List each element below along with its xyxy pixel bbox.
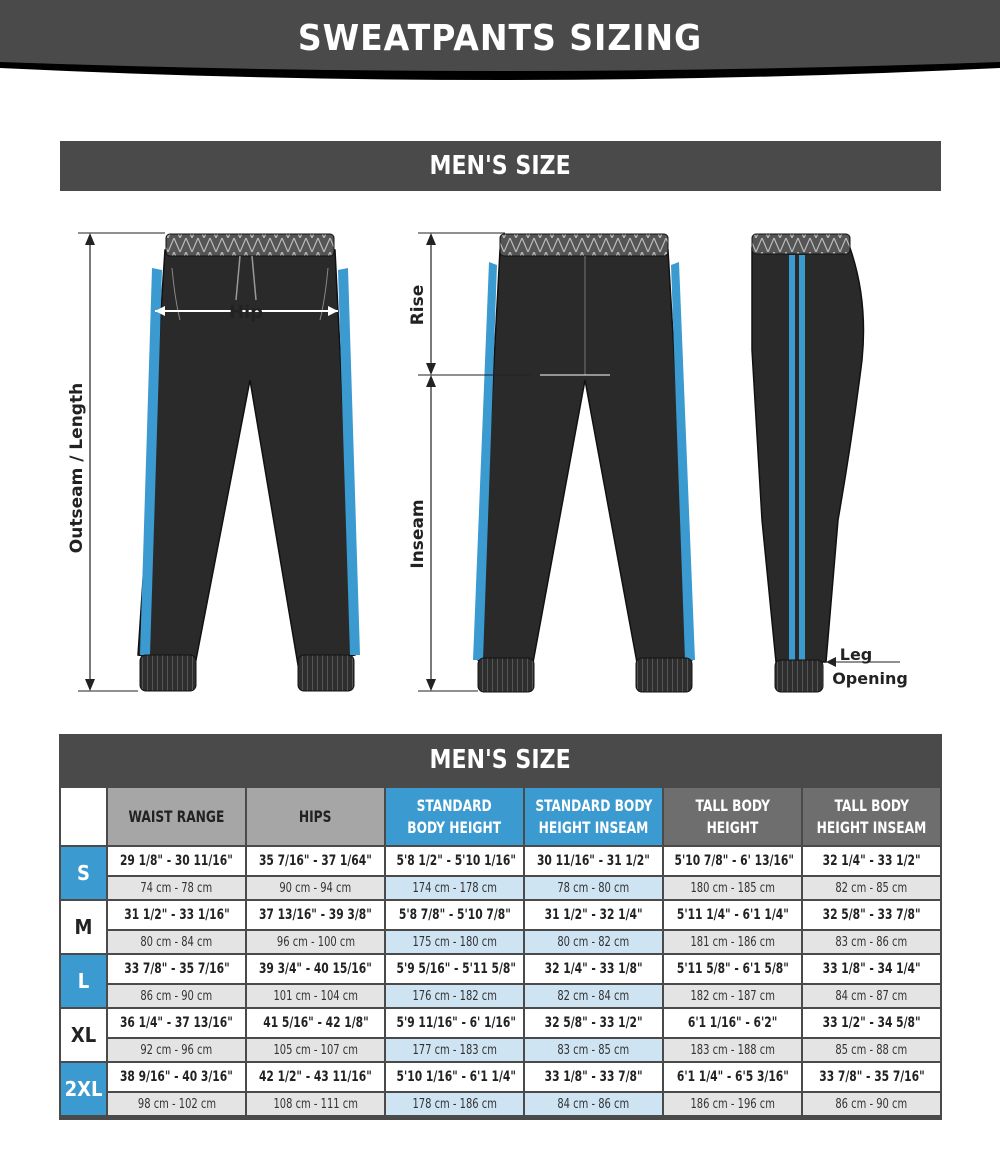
cm-value: 82 cm - 85 cm [835, 880, 908, 896]
inches-cell [803, 1063, 940, 1091]
inches-cell [525, 955, 662, 983]
page-title: SWEATPANTS SIZING [297, 18, 703, 59]
cm-value: 105 cm - 107 cm [273, 1042, 358, 1058]
inseam-label: Inseam [408, 499, 428, 569]
inches-value: 33 7/8" - 35 7/16" [123, 961, 230, 977]
cm-value: 178 cm - 186 cm [412, 1096, 497, 1112]
cm-cell [525, 1039, 662, 1061]
cm-value: 182 cm - 187 cm [690, 988, 775, 1004]
cm-cell [247, 985, 384, 1007]
table-header-row [61, 788, 940, 845]
cm-cell [664, 1093, 801, 1115]
inches-value: 5'10 1/16" - 6'1 1/4" [396, 1069, 516, 1085]
inches-value: 29 1/8" - 30 11/16" [120, 853, 233, 869]
inches-value: 36 1/4" - 37 13/16" [120, 1015, 233, 1031]
header-text-line2: HEIGHT INSEAM [816, 817, 927, 837]
inches-value: 32 5/8" - 33 7/8" [822, 907, 921, 923]
inches-cell [803, 1009, 940, 1037]
cm-value: 96 cm - 100 cm [276, 934, 355, 950]
cm-value: 92 cm - 96 cm [140, 1042, 213, 1058]
cm-value: 174 cm - 178 cm [412, 880, 497, 896]
header-text-line1: TALL BODY [834, 795, 909, 815]
inches-value: 5'9 5/16" - 5'11 5/8" [396, 961, 516, 977]
inches-cell [386, 1009, 523, 1037]
header-text: WAIST RANGE [128, 806, 225, 826]
cm-value: 80 cm - 84 cm [140, 934, 213, 950]
inches-value: 31 1/2" - 32 1/4" [544, 907, 643, 923]
inches-cell [386, 1063, 523, 1091]
corner-cell [61, 788, 106, 845]
header-text-line2: HEIGHT INSEAM [538, 817, 649, 837]
size-label: 2XL [61, 1063, 106, 1115]
inches-value: 5'10 7/8" - 6' 13/16" [674, 853, 794, 869]
inches-value: 37 13/16" - 39 3/8" [259, 907, 372, 923]
size-label: L [61, 955, 106, 1007]
cm-value: 86 cm - 90 cm [140, 988, 213, 1004]
cm-cell [386, 877, 523, 899]
cm-value: 83 cm - 86 cm [835, 934, 908, 950]
size-label: S [61, 847, 106, 899]
inches-value: 42 1/2" - 43 11/16" [259, 1069, 372, 1085]
cm-cell [803, 1093, 940, 1115]
pants-illustrations [0, 220, 1000, 700]
table-section-title [59, 734, 942, 786]
inches-value: 6'1 1/4" - 6'5 3/16" [676, 1069, 789, 1085]
cm-cell [247, 1039, 384, 1061]
inches-value: 33 7/8" - 35 7/16" [818, 1069, 925, 1085]
cm-cell [386, 985, 523, 1007]
cm-cell [664, 985, 801, 1007]
header-standard-body-height-inseam [525, 788, 662, 845]
cm-value: 98 cm - 102 cm [137, 1096, 216, 1112]
cm-cell [664, 931, 801, 953]
leg-opening-label-line1: Leg [839, 645, 873, 664]
inches-cell [664, 847, 801, 875]
inches-cell [525, 1063, 662, 1091]
inches-value: 41 5/16" - 42 1/8" [262, 1015, 369, 1031]
inches-value: 39 3/4" - 40 15/16" [259, 961, 372, 977]
inches-value: 5'11 1/4" - 6'1 1/4" [676, 907, 789, 923]
inches-cell [386, 901, 523, 929]
inches-cell [525, 847, 662, 875]
cm-value: 83 cm - 85 cm [557, 1042, 630, 1058]
cm-value: 80 cm - 82 cm [557, 934, 630, 950]
inches-value: 5'8 1/2" - 5'10 1/16" [396, 853, 516, 869]
cm-cell [108, 1093, 245, 1115]
inches-cell [525, 1009, 662, 1037]
inches-cell [247, 1063, 384, 1091]
cm-cell [386, 931, 523, 953]
table-row-inches [61, 1063, 940, 1091]
size-chart [59, 734, 942, 1120]
cm-cell [386, 1039, 523, 1061]
header-text-line1: STANDARD BODY [535, 795, 653, 815]
inches-value: 33 1/2" - 34 5/8" [822, 1015, 921, 1031]
inches-cell [108, 955, 245, 983]
header-hips [247, 788, 384, 845]
inches-value: 32 1/4" - 33 1/8" [544, 961, 643, 977]
cm-cell [247, 931, 384, 953]
header-tall-body-height [664, 788, 801, 845]
cm-value: 183 cm - 188 cm [690, 1042, 775, 1058]
cm-cell [108, 1039, 245, 1061]
table-row-inches [61, 955, 940, 983]
cm-cell [247, 877, 384, 899]
table-body [61, 847, 940, 1115]
cm-value: 101 cm - 104 cm [273, 988, 358, 1004]
cm-cell [247, 1093, 384, 1115]
table-row-cm [61, 877, 940, 899]
header-text-line1: STANDARD [416, 795, 493, 815]
hip-label: Hip [228, 302, 264, 323]
cm-value: 175 cm - 180 cm [412, 934, 497, 950]
inches-cell [108, 847, 245, 875]
cm-cell [525, 877, 662, 899]
outseam-label: Outseam / Length [67, 382, 87, 554]
inches-cell [525, 901, 662, 929]
table-row-cm [61, 985, 940, 1007]
cm-cell [525, 985, 662, 1007]
inches-cell [386, 955, 523, 983]
cm-cell [386, 1093, 523, 1115]
cm-value: 84 cm - 87 cm [835, 988, 908, 1004]
cm-cell [525, 931, 662, 953]
cm-cell [525, 1093, 662, 1115]
header-tall-body-height-inseam [803, 788, 940, 845]
cm-value: 108 cm - 111 cm [273, 1096, 358, 1112]
inches-value: 6'1 1/16" - 6'2" [687, 1015, 778, 1031]
cm-value: 85 cm - 88 cm [835, 1042, 908, 1058]
inches-value: 32 5/8" - 33 1/2" [544, 1015, 643, 1031]
cm-cell [108, 877, 245, 899]
cm-value: 74 cm - 78 cm [140, 880, 213, 896]
leg-opening-label-line2: Opening [832, 669, 908, 688]
inches-cell [108, 1009, 245, 1037]
header-text-line1: TALL BODY [695, 795, 770, 815]
cm-value: 176 cm - 182 cm [412, 988, 497, 1004]
inches-cell [108, 901, 245, 929]
inches-cell [664, 1063, 801, 1091]
table-row-inches [61, 847, 940, 875]
cm-value: 86 cm - 90 cm [835, 1096, 908, 1112]
inches-cell [386, 847, 523, 875]
inches-cell [247, 1009, 384, 1037]
inches-value: 31 1/2" - 33 1/16" [123, 907, 230, 923]
inches-cell [803, 901, 940, 929]
inches-cell [108, 1063, 245, 1091]
size-label: M [61, 901, 106, 953]
inches-value: 5'9 11/16" - 6' 1/16" [396, 1015, 516, 1031]
inches-value: 33 1/8" - 33 7/8" [544, 1069, 643, 1085]
cm-value: 180 cm - 185 cm [690, 880, 775, 896]
diagram-section-title-text: MEN'S SIZE [429, 151, 572, 181]
inches-cell [247, 901, 384, 929]
cm-value: 82 cm - 84 cm [557, 988, 630, 1004]
inches-value: 32 1/4" - 33 1/2" [822, 853, 921, 869]
inches-cell [247, 955, 384, 983]
inches-cell [803, 847, 940, 875]
back-pants [473, 234, 695, 692]
header-text-line2: BODY HEIGHT [407, 817, 502, 837]
table-row-inches [61, 901, 940, 929]
top-banner [0, 0, 1000, 90]
table-section-title-text: MEN'S SIZE [429, 745, 572, 775]
rise-label: Rise [408, 284, 428, 326]
cm-cell [803, 877, 940, 899]
cm-cell [108, 985, 245, 1007]
inches-cell [664, 901, 801, 929]
table-row-cm [61, 1093, 940, 1115]
cm-value: 177 cm - 183 cm [412, 1042, 497, 1058]
table-row-cm [61, 1039, 940, 1061]
cm-value: 186 cm - 196 cm [690, 1096, 775, 1112]
diagram-section-title [60, 141, 941, 191]
measurement-diagram [0, 220, 1000, 700]
inches-cell [803, 955, 940, 983]
cm-value: 181 cm - 186 cm [690, 934, 775, 950]
inches-cell [247, 847, 384, 875]
cm-value: 84 cm - 86 cm [557, 1096, 630, 1112]
table-row-inches [61, 1009, 940, 1037]
cm-cell [664, 1039, 801, 1061]
cm-cell [803, 931, 940, 953]
inches-value: 33 1/8" - 34 1/4" [822, 961, 921, 977]
header-text-line2: HEIGHT [706, 817, 759, 837]
table-row-cm [61, 931, 940, 953]
inches-value: 35 7/16" - 37 1/64" [259, 853, 372, 869]
size-label: XL [61, 1009, 106, 1061]
inches-value: 5'8 7/8" - 5'10 7/8" [398, 907, 511, 923]
cm-cell [803, 1039, 940, 1061]
inches-value: 38 9/16" - 40 3/16" [120, 1069, 233, 1085]
inches-cell [664, 1009, 801, 1037]
header-standard-body-height [386, 788, 523, 845]
cm-cell [108, 931, 245, 953]
side-pants [752, 234, 900, 692]
header-text: HIPS [299, 806, 332, 826]
inches-value: 30 11/16" - 31 1/2" [537, 853, 650, 869]
header-waist-range [108, 788, 245, 845]
inches-cell [664, 955, 801, 983]
cm-cell [803, 985, 940, 1007]
size-table [59, 786, 942, 1117]
inches-value: 5'11 5/8" - 6'1 5/8" [676, 961, 789, 977]
cm-cell [664, 877, 801, 899]
cm-value: 78 cm - 80 cm [557, 880, 630, 896]
cm-value: 90 cm - 94 cm [279, 880, 352, 896]
